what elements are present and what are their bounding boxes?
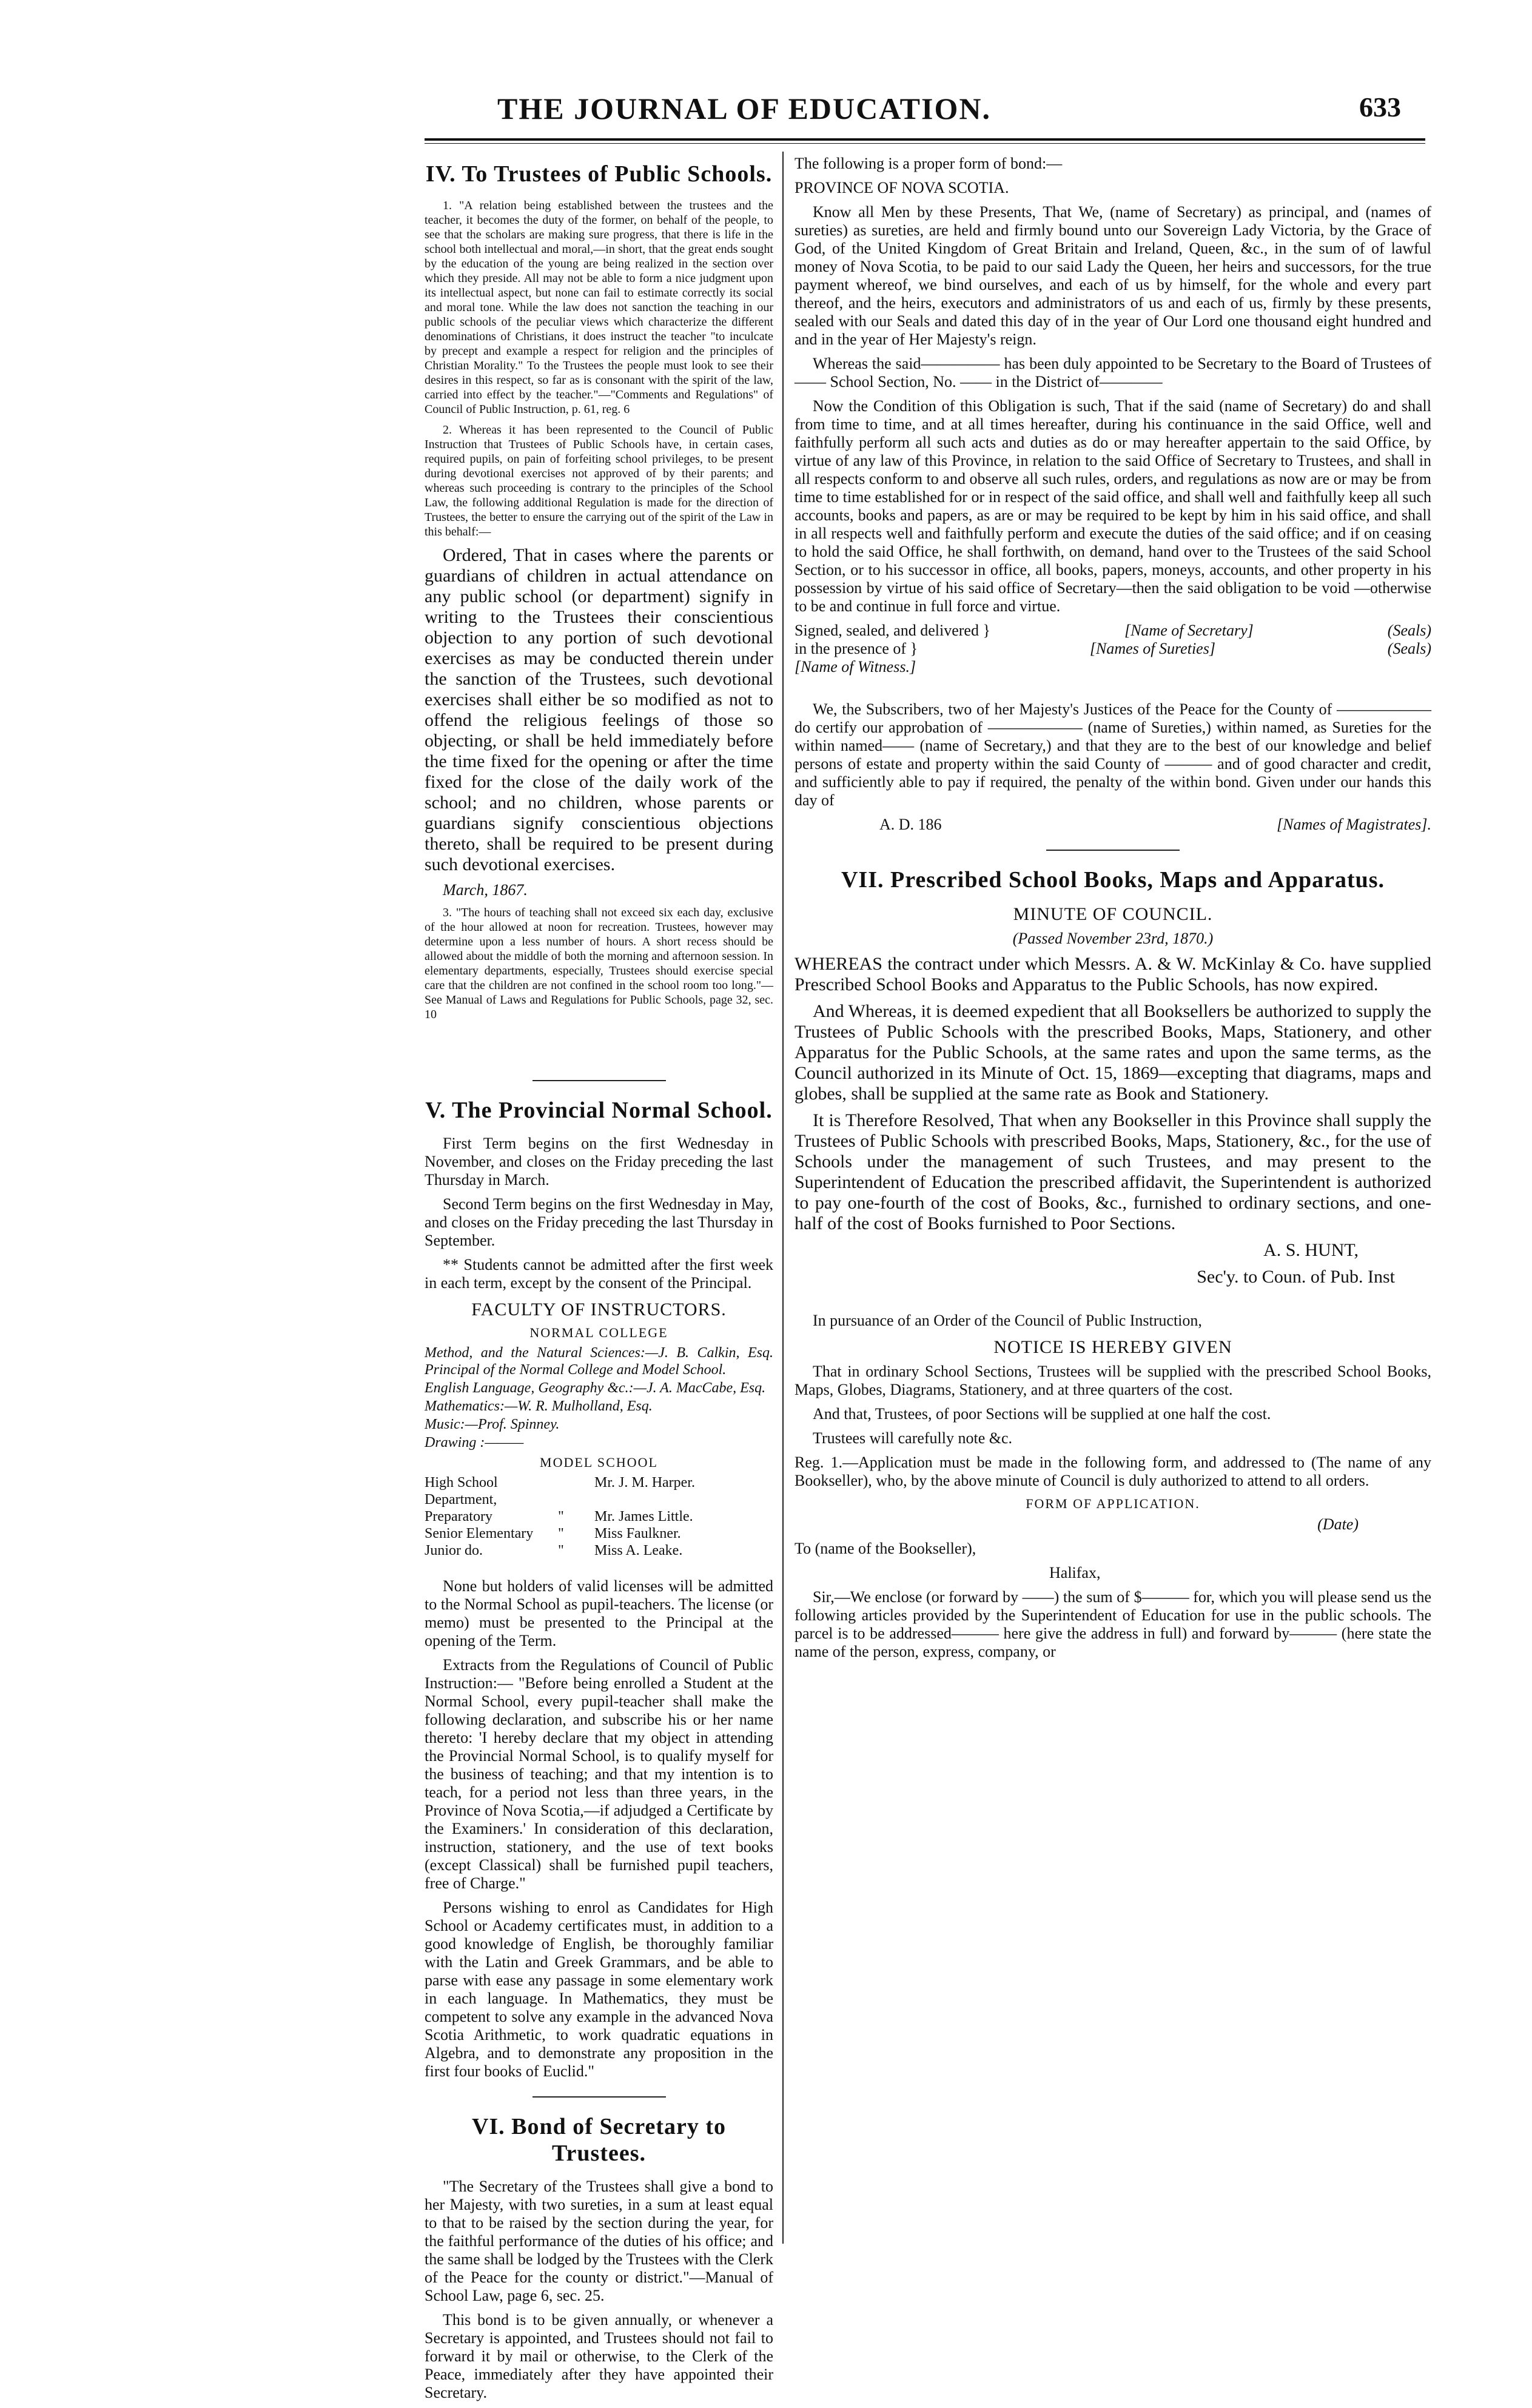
section-vii-title: VII. Prescribed School Books, Maps and Apparatus. (841, 867, 1385, 893)
seals-label: (Seals) (1387, 640, 1431, 657)
normal-first-term: First Term begins on the first Wednesday in November, and closes on the Friday preceding the last Thursday in March. (425, 1135, 773, 1189)
separator (533, 1080, 666, 1081)
signatory-name: A. S. HUNT, (1263, 1240, 1359, 1260)
normal-second-term: Second Term begins on the first Wednesday in May, and closes on the Friday preceding the last Thursday in September. (425, 1195, 773, 1249)
faculty-line-4: Music:—Prof. Spinney. (425, 1417, 560, 1432)
ad-line: A. D. 186 (879, 816, 942, 833)
right-column (795, 155, 1431, 1667)
page-number: 633 (1359, 92, 1401, 122)
staff-ditto: " (558, 1509, 564, 1524)
staff-name: Miss Faulkner. (594, 1526, 681, 1541)
signature-block (795, 640, 1431, 658)
form-body: Sir,—We enclose (or forward by ——) the sum of $——— for, which you will please send us the following articles provided by the Superintendent of Education for use in the public schools. The parcel is to be addressed——— here give the address in full) and forward by——— (here state the name of the person, express, company, or (795, 1588, 1431, 1660)
notice-para-2: And that, Trustees, of poor Sections will be supplied at one half the cost. (813, 1405, 1271, 1423)
minute-heading: MINUTE OF COUNCIL. (1013, 904, 1213, 924)
normal-licence-note: None but holders of valid licenses will be admitted to the Normal School as pupil-teachers. The license (or memo) must be presented to the Principal at the opening of the Term. (425, 1577, 773, 1649)
staff-row (425, 1542, 773, 1559)
form-halifax: Halifax, (1049, 1564, 1101, 1581)
section-iv-ordered: Ordered, That in cases where the parents or guardians of children in actual attendance on any public school (or department) signify in writing to the Trustees their conscientious objection to any portion of such devotional exercises as may be conducted therein under the sanction of the Trustees, such devotional exercises shall either be so modified as not to offend the religious feelings of those so objecting, or shall be held immediately before the time fixed for the opening or after the time fixed for the close of the daily work of the school; and no children, whose parents or guardians signify conscientious objections thereto, shall be required to be present during such devotional exercises. (425, 545, 773, 874)
staff-dept: High School Department, (425, 1475, 498, 1508)
pursuance-line: In pursuance of an Order of the Council of Public Instruction, (813, 1312, 1202, 1329)
faculty-line-2: English Language, Geography &c.:—J. A. MacCabe, Esq. (425, 1380, 766, 1396)
separator (533, 2096, 666, 2098)
seals-label: (Seals) (1387, 622, 1431, 639)
staff-row (425, 1474, 773, 1508)
staff-dept: Senior Elementary (425, 1526, 534, 1541)
staff-name: Mr. J. M. Harper. (594, 1475, 695, 1491)
signature-block (795, 622, 1431, 640)
witness-line: [Name of Witness.] (795, 658, 916, 676)
sureties-name-line: [Names of Sureties] (1089, 640, 1215, 657)
normal-candidates: Persons wishing to enrol as Candidates for High School or Academy certificates must, in addition to a good knowledge of English, be thoroughly familiar with the Latin and Greek Grammars, and be able to parse with ease any passage in some elementary work in each language. In Mathematics, they must be competent to solve any example in the advanced Nova Scotia Arithmetic, to work quadratic equations in Algebra, and to demonstrate any proposition in the first four books of Euclid." (425, 1899, 773, 2080)
journal-title: THE JOURNAL OF EDUCATION. (497, 92, 991, 126)
staff-dept: Preparatory (425, 1509, 492, 1524)
magistrates-line: [Names of Magistrates]. (1277, 816, 1431, 833)
separator (1046, 850, 1180, 851)
minute-and-whereas: And Whereas, it is deemed expedient that all Booksellers be authorized to supply the Trustees of Public Schools with the prescribed Books, Maps, Stationery, and other Apparatus for the Public Schools, at the same rates and upon the same terms, as the Council authorized in its Minute of Oct. 15, 1869—excepting that diagrams, maps and globes, shall be supplied at the same rate as Book and Stationery. (795, 1001, 1431, 1104)
passed-date: (Passed November 23rd, 1870.) (1012, 930, 1214, 947)
staff-name: Miss A. Leake. (594, 1543, 683, 1558)
minute-resolved: It is Therefore Resolved, That when any Bookseller in this Province shall supply the Trustees of Public Schools with prescribed Books, Maps, Stationery, &c., for the use of Schools under the management of such Trustees, and may present to the Superintendent of Education the prescribed affidavit, the Superintendent is authorized to pay one-fourth of the cost of Books, &c., furnished to ordinary sections, and one-half of the cost of Books furnished to Poor Sections. (795, 1110, 1431, 1233)
staff-ditto (558, 1474, 594, 1508)
signatory-title: Sec'y. to Coun. of Pub. Inst (1197, 1267, 1395, 1287)
notice-para-3: Trustees will carefully note &c. (813, 1429, 1013, 1447)
signed-line: Signed, sealed, and delivered } (795, 622, 990, 639)
staff-dept: Junior do. (425, 1543, 483, 1558)
bond-annual: This bond is to be given annually, or whenever a Secretary is appointed, and Trustees should not fail to forward it by mail or otherwise, to the Clerk of the Peace, immediately after they have appointed their Secretary. (425, 2311, 773, 2401)
section-iv-title: IV. To Trustees of Public Schools. (425, 161, 773, 187)
province-heading: PROVINCE OF NOVA SCOTIA. (795, 179, 1009, 196)
section-vi-title: VI. Bond of Secretary to Trustees. (471, 2114, 727, 2166)
staff-ditto: " (558, 1543, 564, 1558)
bond-whereas: Whereas the said————— has been duly appointed to be Secretary to the Board of Trustees of —— School Section, No. —— in the District of———— (795, 355, 1431, 391)
form-heading: FORM OF APPLICATION. (1026, 1496, 1200, 1511)
bond-condition: Now the Condition of this Obligation is such, That if the said (name of Secretary) do and shall from time to time, and at all times hereafter, during his continuance in the said Office, well and faithfully perform all such acts and duties as do or may hereafter appertain to the said Office, by virtue of any law of this Province, in relation to the said Office of Secretary to Trustees, and shall in all respects conform to and observe all such rules, orders, and regulations as now are or may be from time to time established for or in respect of the said office, and shall well and faithfully keep all such accounts, books and papers, as are or may be required to be kept by him in his said office, and shall in all respects well and faithfully perform and execute the duties of the said office; and if on ceasing to hold the said Office, he shall forthwith, on demand, hand over to the Trustees of the said School Section, or to his successor in office, all books, papers, moneys, accounts, and other property in his possession by virtue of his said office of Secretary—then the said obligation to be void —otherwise to be and continue in full force and virtue. (795, 397, 1431, 615)
normal-college-heading: NORMAL COLLEGE (529, 1325, 668, 1340)
form-to-line: To (name of the Bookseller), (795, 1540, 976, 1557)
column-divider (782, 152, 784, 2244)
model-school-heading: MODEL SCHOOL (540, 1455, 658, 1470)
form-date: (Date) (1317, 1515, 1359, 1533)
bond-rule: "The Secretary of the Trustees shall give a bond to her Majesty, with two sureties, in a sum at least equal to that to be raised by the section during the year, for the faithful performance of the duties of his office; and the same shall be lodged by the Trustees with the Clerk of the Peace for the county or district."—Manual of School Law, page 6, sec. 25. (425, 2178, 773, 2304)
faculty-line-5: Drawing :——— (425, 1435, 524, 1451)
section-iv-para-1: 1. "A relation being established between the trustees and the teacher, it becomes the duty of the former, on behalf of the people, to see that the scholars are making sure progress, that there is life in the school both intellectual and moral,—in short, that the great ends sought by the education of the young are being realized in the section over which they preside. All may not be able to form a nice judgment upon its intellectual aspect, but none can fail to estimate correctly its social and moral tone. While the law does not sanction the teaching in our public schools of the peculiar views which characterize the different denominations of Christians, it does instruct the teacher "to inculcate by precept and example a respect for religion and the principles of Christian Morality." To the Trustees the people must look to see their desires in this respect, so far as is consonant with the spirit of the law, carried into effect by the teacher."—"Comments and Regulations" of Council of Public Instruction, p. 61, reg. 6 (425, 199, 773, 416)
presence-line: in the presence of } (795, 640, 918, 657)
notice-para-1: That in ordinary School Sections, Trustees will be supplied with the prescribed School Books, Maps, Globes, Diagrams, Stationery, and at three quarters of the cost. (795, 1363, 1431, 1398)
staff-name: Mr. James Little. (594, 1509, 693, 1524)
section-v-title: V. The Provincial Normal School. (425, 1098, 773, 1123)
notice-reg-1: Reg. 1.—Application must be made in the following form, and addressed to (The name of any Bookseller), who, by the above minute of Council is duly authorized to attend to all orders. (795, 1454, 1431, 1489)
left-column (425, 155, 773, 2408)
bond-intro: The following is a proper form of bond:— (795, 155, 1063, 172)
section-iv-date: March, 1867. (443, 881, 528, 899)
notice-heading: NOTICE IS HEREBY GIVEN (993, 1337, 1232, 1357)
section-iv-para-3: 3. "The hours of teaching shall not exceed six each day, exclusive of the hour allowed at noon for recreation. Trustees, however may determine upon a less number of hours. A short recess should be allowed about the middle of both the morning and afternoon session. In elementary departments, especially, Trustees should exercise special care that the children are not confined in the school room too long."—See Manual of Laws and Regulations for Public Schools, page 32, sec. 10 (425, 906, 773, 1021)
staff-row (425, 1508, 773, 1525)
running-header (425, 91, 1425, 139)
faculty-line-1: Method, and the Natural Sciences:—J. B. Calkin, Esq. Principal of the Normal College and Model School. (425, 1345, 773, 1378)
header-rule-thin (425, 143, 1425, 144)
normal-admission-note: ** Students cannot be admitted after the first week in each term, except by the consent of the Principal. (425, 1256, 773, 1292)
bond-know-all: Know all Men by these Presents, That We, (name of Secretary) as principal, and (names of sureties) as sureties, are held and firmly bound unto our Sovereign Lady Victoria, by the Grace of God, of the United Kingdom of Great Britain and Ireland, Queen, &c., in the sum of of lawful money of Nova Scotia, to be paid to our said Lady the Queen, her heirs and successors, for the true payment whereof, we bind ourselves, and each of us by himself, for the whole and every part thereof, and the heirs, executors and administrators of us and each of us, firmly by these presents, sealed with our Seals and dated this day of in the year of Our Lord one thousand eight hundred and and in the year of Her Majesty's reign. (795, 203, 1431, 348)
header-rule (425, 138, 1425, 141)
section-iv-para-2: 2. Whereas it has been represented to the Council of Public Instruction that Trustees of Public Schools have, in certain cases, required pupils, on pain of forfeiting school privileges, to be present during devotional exercises not approved of by their parents; and whereas such proceeding is contrary to the principles of the School Law, the following additional Regulation is made for the direction of Trustees, the better to ensure the carrying out of the spirit of the Law in this behalf:— (425, 423, 773, 538)
minute-whereas: WHEREAS the contract under which Messrs. A. & W. McKinlay & Co. have supplied Prescribed School Books and Apparatus to the Public Schools, has now expired. (795, 954, 1431, 994)
faculty-title: FACULTY OF INSTRUCTORS. (471, 1300, 727, 1320)
secretary-name-line: [Name of Secretary] (1124, 622, 1254, 639)
date-line (795, 816, 1431, 834)
normal-extract: Extracts from the Regulations of Council of Public Instruction:— "Before being enrolled a Student at the Normal School, every pupil-teacher shall make the following declaration, and subscribe his or her name thereto: 'I hereby declare that my object in attending the Provincial Normal School, is to qualify myself for the business of teaching; and that my intention is to teach, for a period not less than three years, in the Province of Nova Scotia,—if adjudged a Certificate by the Examiners.' In consideration of this declaration, instruction, stationery, and the use of text books (except Classical) shall be furnished pupil teachers, free of Charge." (425, 1656, 773, 1892)
justices-certificate: We, the Subscribers, two of her Majesty's Justices of the Peace for the County of —————— do certify our approbation of —————— (name of Sureties,) within named, as Sureties for the within named—— (name of Secretary,) and that they are to the best of our knowledge and belief persons of estate and property within the said County of ——— and of good character and credit, and sufficiently able to pay if required, the penalty of the within bond. Given under our hands this day of (795, 700, 1431, 809)
staff-row (425, 1525, 773, 1542)
faculty-line-3: Mathematics:—W. R. Mulholland, Esq. (425, 1398, 653, 1414)
staff-ditto: " (558, 1526, 564, 1541)
